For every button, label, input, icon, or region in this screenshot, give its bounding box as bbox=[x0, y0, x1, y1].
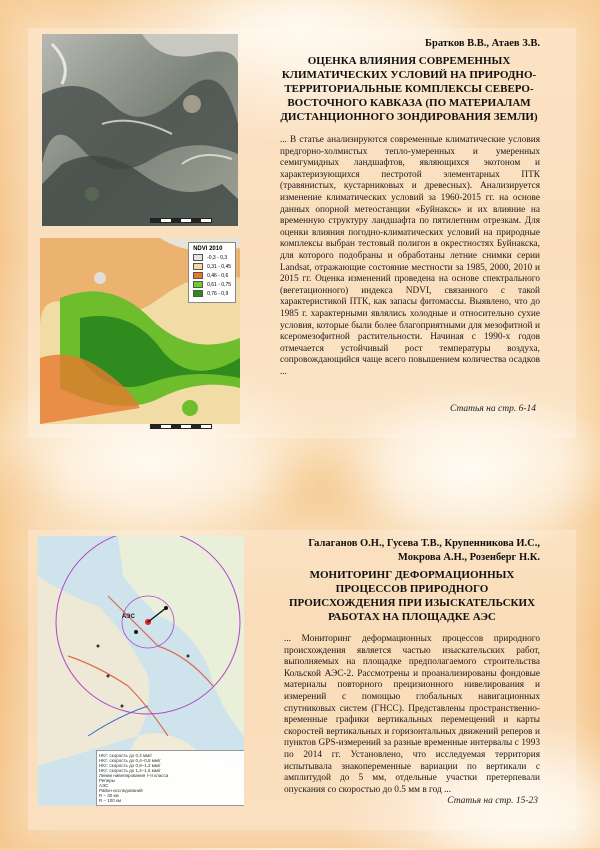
scale-bar bbox=[150, 424, 212, 429]
legend-swatch bbox=[193, 254, 203, 261]
legend-swatch bbox=[193, 290, 203, 297]
scale-bar bbox=[150, 218, 212, 223]
legend-label: -0,3 - 0,3 bbox=[207, 254, 228, 261]
legend-label: 0,31 - 0,45 bbox=[207, 263, 231, 270]
ndvi-legend-item bbox=[193, 290, 231, 297]
map-legend-item: Линии нивелирования I–II класса bbox=[99, 773, 169, 778]
map-legend-item: R – 100 км bbox=[99, 798, 122, 803]
ndvi-legend-item bbox=[193, 254, 231, 261]
ndvi-legend-item bbox=[193, 281, 231, 288]
legend-swatch bbox=[193, 272, 203, 279]
place-label: АЭС bbox=[122, 614, 135, 620]
map-legend-item: НКт: скорость до 0,4 мм/г bbox=[99, 753, 153, 758]
map-legend-item: АЭС bbox=[99, 783, 109, 788]
map-legend-item: НКт: скорость до 0,4–0,8 мм/г bbox=[99, 758, 161, 763]
map-legend-item: НКт: скорость до 1,2–1,6 мм/г bbox=[99, 768, 161, 773]
ndvi-legend-item bbox=[193, 272, 231, 279]
map-legend-item: R – 30 км bbox=[99, 793, 119, 798]
article-2-page-link[interactable]: Статья на стр. 15-23 bbox=[447, 796, 538, 806]
legend-label: 0,46 - 0,6 bbox=[207, 272, 229, 279]
article-1-authors: Братков В.В., Атаев З.В. bbox=[425, 38, 540, 49]
legend-swatch bbox=[193, 263, 203, 270]
article-1-abstract: ... В статье анализируются современные климатические условия предгорно-холмистых тепло-умеренных и умеренных семигумидных ландшафтов, являющихся экотоном и характеризующихся пестротой элементарных ПТК (травянистых, кустарниковых и древесных). Анализируется изменение климатических условий за 1960-2015 гг. на основе данных опорной метеостанции «Буйнакск» и их влияние на временную структуру ландшафта по пятилетним отрезкам. Для оценки влияния погодно-климатических условий на природные комплексы выбран тестовый полигон в окрестностях Буйнакска, для которого подобраны и обработаны летние снимки серии Landsat, отражающие состояние местности за 1985, 2000, 2010 и 2015 гг. Оценка изменений проведена на основе спектрального (вегетационного) индекса NDVI, связанного с такой характеристикой ПТК, как запасы фитомассы. Выявлено, что до 1985 г. характерными являлись холодные и относительно сухие условия, которые были более благоприятными для мезофитной и ксеромезофитной растительности. Начиная с 1990-х годов отмечается устойчивый рост температуры воздуха, сопровождающийся чаще всего повышением количества осадков ... bbox=[280, 135, 540, 377]
ndvi-map bbox=[40, 238, 240, 424]
map-legend-item: Район исследований bbox=[99, 788, 143, 793]
map-legend-item: Реперы bbox=[99, 778, 115, 783]
satellite-image bbox=[42, 34, 238, 226]
legend-swatch bbox=[193, 281, 203, 288]
article-1-title[interactable]: ОЦЕНКА ВЛИЯНИЯ СОВРЕМЕННЫХ КЛИМАТИЧЕСКИХ УСЛОВИЙ НА ПРИРОДНО-ТЕРРИТОРИАЛЬНЫЕ КОМПЛЕКСЫ СЕВЕРО-ВОСТОЧНОГО КАВКАЗА (ПО МАТЕРИАЛАМ ДИСТАНЦИОННОГО ЗОНДИРОВАНИЯ ЗЕМЛИ) bbox=[280, 55, 538, 123]
ndvi-legend-item bbox=[193, 263, 231, 270]
article-2-authors-line-1: Галаганов О.Н., Гусева Т.В., Крупенникова И.С., bbox=[308, 538, 540, 549]
legend-label: 0,61 - 0,75 bbox=[207, 281, 231, 288]
site-map bbox=[38, 536, 244, 806]
site-map-legend bbox=[96, 750, 244, 806]
legend-label: 0,76 - 0,9 bbox=[207, 290, 229, 297]
article-1-page-link[interactable]: Статья на стр. 6-14 bbox=[449, 404, 536, 414]
map-legend-item: НКт: скорость до 0,8–1,2 мм/г bbox=[99, 763, 161, 768]
article-2-title[interactable]: МОНИТОРИНГ ДЕФОРМАЦИОННЫХ ПРОЦЕССОВ ПРИРОДНОГО ПРОИСХОЖДЕНИЯ ПРИ ИЗЫСКАТЕЛЬСКИХ РАБОТАХ НА ПЛОЩАДКЕ АЭС bbox=[288, 569, 536, 623]
ndvi-legend-title: NDVI 2010 bbox=[193, 246, 223, 252]
ndvi-legend bbox=[188, 242, 236, 303]
background-cloud bbox=[40, 430, 280, 520]
article-2-abstract: ... Мониторинг деформационных процессов природного происхождения является частью изыскательских работ, выполняемых на площадке предполагаемого строительства Кольской АЭС-2. Рассмотрены и проанализированы фондовые материалы повторного прецизионного нивелирования и измерений с помощью глобальных навигационных спутниковых систем (ГНСС). Представлены пространственно-временные графики вертикальных перемещений и карты скоростей вертикальных и горизонтальных движений реперов и пунктов GPS-измерений за разные временные интервалы с 1993 по 2014 гг. Установлено, что исследуемая территория испытывала знакопеременные вариации по вертикали с амплитудой до 5 мм, отдельные участки претерпевали опускания со скоростью до 0.5 мм в год ... bbox=[284, 634, 540, 795]
article-2-authors-line-2: Мокрова А.Н., Розенберг Н.К. bbox=[397, 552, 540, 563]
satellite-image-graphic bbox=[42, 34, 238, 226]
